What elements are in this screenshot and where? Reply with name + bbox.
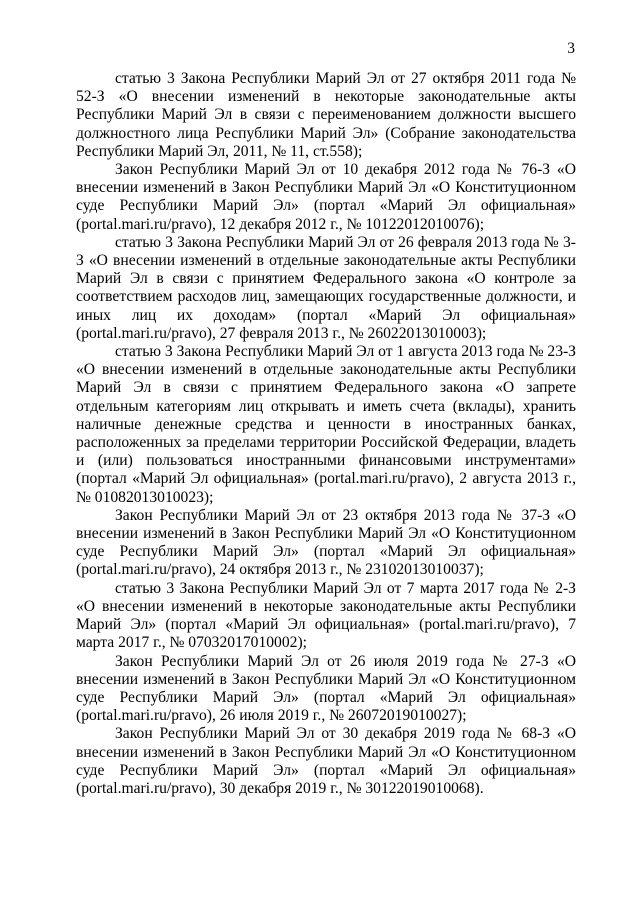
paragraph-law-68-z-2019: Закон Республики Марий Эл от 30 декабря 2019 года № 68-З «О внесении изменений в Закон Республики Марий Эл «О Конституционном суде Республики Марий Эл» (портал «Марий Эл официальная» (portal.mari.ru/pravo), 30 декабря 2019 г., № 30122019010068). xyxy=(76,725,576,797)
paragraph-law-23-z-2013: статью 3 Закона Республики Марий Эл от 1 августа 2013 года № 23-З «О внесении изменений в отдельные законодательные акты Республики Марий Эл в связи с принятием Федерального закона «О запрете отдельным категориям лиц открывать и иметь счета (вклады), хранить наличные денежные средства и ценности в иностранных банках, расположенных за пределами территории Российской Федерации, владеть и (или) пользоваться иностранными финансовыми инструментами» (портал «Марий Эл официальная» (portal.mari.ru/pravo), 2 августа 2013 г., № 01082013010023); xyxy=(76,343,576,506)
page-number: 3 xyxy=(567,40,575,57)
paragraph-law-37-z-2013: Закон Республики Марий Эл от 23 октября 2013 года № 37-З «О внесении изменений в Закон Республики Марий Эл «О Конституционном суде Республики Марий Эл» (портал «Марий Эл официальная» (portal.mari.ru/pravo), 24 октября 2013 г., № 23102013010037); xyxy=(76,506,576,579)
paragraph-law-3-z-2013: статью 3 Закона Республики Марий Эл от 26 февраля 2013 года № 3-З «О внесении изменений в отдельные законодательные акты Республики Марий Эл в связи с принятием Федерального закона «О контроле за соответствием расходов лиц, замещающих государственные должности, и иных лиц их доходам» (портал «Марий Эл официальная» (portal.mari.ru/pravo), 27 февраля 2013 г., № 26022013010003); xyxy=(76,233,576,342)
document-body xyxy=(76,70,576,798)
paragraph-law-2-z-2017: статью 3 Закона Республики Марий Эл от 7 марта 2017 года № 2-З «О внесении изменений в некоторые законодательные акты Республики Марий Эл» (портал «Марий Эл официальная» (portal.mari.ru/pravo), 7 марта 2017 г., № 07032017010002); xyxy=(76,579,576,652)
paragraph-law-52-z-2011: статью 3 Закона Республики Марий Эл от 27 октября 2011 года № 52-З «О внесении изменений в некоторые законодательные акты Республики Марий Эл в связи с переименованием должности высшего должностного лица Республики Марий Эл» (Собрание законодательства Республики Марий Эл, 2011, № 11, ст.558); xyxy=(76,70,576,160)
paragraph-law-27-z-2019: Закон Республики Марий Эл от 26 июля 2019 года № 27-З «О внесении изменений в Закон Республики Марий Эл «О Конституционном суде Республики Марий Эл» (портал «Марий Эл официальная» (portal.mari.ru/pravo), 26 июля 2019 г., № 26072019010027); xyxy=(76,652,576,725)
paragraph-law-76-z-2012: Закон Республики Марий Эл от 10 декабря 2012 года № 76-З «О внесении изменений в Закон Республики Марий Эл «О Конституционном суде Республики Марий Эл» (портал «Марий Эл официальная» (portal.mari.ru/pravo), 12 декабря 2012 г., № 10122012010076); xyxy=(76,161,576,233)
